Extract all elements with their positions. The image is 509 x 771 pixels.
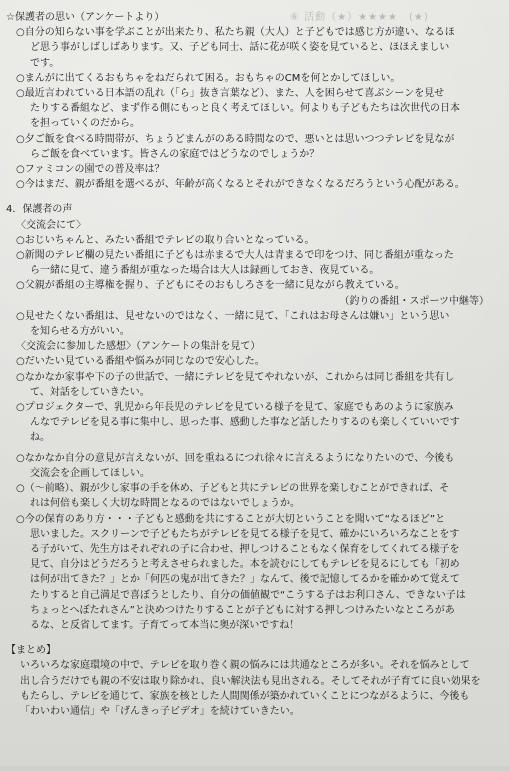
parent-opinions-list (6, 25, 503, 192)
impressions-list-2 (6, 451, 503, 633)
list-item-continuation: ら一緒に見て、違う番組が重なった場合は大人は録画しておき、夜見ている。 (30, 265, 380, 277)
list-item: ○ファミコンの園での普及率は？ (16, 164, 165, 176)
list-item: ○最近言われている日本語の乱れ（「ら」抜き言葉など）、また、人を困らせて喜ぶシーンを見せ (16, 88, 445, 100)
exchange-meeting-list-2 (6, 309, 503, 339)
page-edge (0, 766, 509, 771)
summary-line: いろいろな家庭環境の中で、テレビを取り巻く親の悩みには共通なところが多い。それを悩みとして (20, 660, 470, 672)
list-item: ○見せたくない番組は、見せないのではなく、一緒に見て、「これはお母さんは嫌い」という思い (16, 310, 450, 322)
impressions-list (6, 354, 503, 445)
list-item-continuation: ね。 (30, 432, 50, 444)
exchange-meeting-title: 〈交流会にて〉 (16, 219, 86, 231)
section-4-title: 4．保護者の声 (6, 204, 73, 216)
list-item: ○父親が番組の主導権を握り、子どもにそのおもしろさを一緒に見ながら教えている。 (16, 280, 405, 292)
impressions-title: 〈交流会に参加した感想〉（アンケートの集計を見て） (16, 341, 261, 353)
list-item-continuation: れは何倍も楽しく大切な時間となるのではないでしょうか。 (30, 498, 300, 510)
list-item: ○新聞のテレビ欄の見たい番組に子どもは赤まるで大人は青まるで印をつけ、同じ番組が重なった (16, 250, 454, 262)
bleed-through-header: ⑥ 活動（★）★★★★ (★) (290, 12, 429, 23)
list-item-continuation: を知らせる方がいい。 (30, 326, 130, 338)
list-item-continuation: る子がいて、先生方はそれぞれの子に合わせ、押しつけることもなく保育をしてくれてる様子を (30, 543, 460, 555)
summary-line: 「わいわい通信」や「げんきっ子ビデオ」を続けていきたい。 (20, 705, 300, 717)
list-item-continuation: ど思う事がしばしばあります。又、子ども同士、話に花が咲く姿を見ていると、ほほえましい (30, 42, 450, 54)
list-item: ○今の保育のあり方・・・子どもと感動を共にすることが大切ということを聞いて“なるほど”と (16, 513, 446, 525)
list-item-continuation: 思いました。スクリーンで子どもたちがテレビを見てる様子を見て、確かにいろいろなことをす (30, 528, 460, 540)
list-item-continuation: を担っていくのだから。 (30, 118, 140, 130)
list-item: ○（～前略）、親が少し家事の手を休め、子どもと共にテレビの世界を楽しむことができれば、そ (16, 483, 450, 495)
summary-line: 出し合うだけでも親の不安は取り除かれ、良い解決法も見出される。そしてそれが子育てに良い効果を (20, 675, 481, 687)
list-item: ○自分の知らない事を学ぶことが出来たり、私たち親（大人）と子どもでは感じ方が違い、なるほ (16, 27, 455, 39)
exchange-meeting-list (6, 233, 503, 294)
list-item-continuation: て、対話をしていきたい。 (30, 386, 150, 398)
list-item-continuation: んなでテレビを見る事に集中し、思った事、感動した事など話したりするのも楽しくていいです (30, 417, 460, 429)
list-item-continuation: は何が出てきた？」とか「何匹の鬼が出てきた？」なんて、後で記憶してるかを確かめて覚えて (30, 574, 460, 586)
list-item-continuation: らご飯を食べています。皆さんの家庭ではどうなのでしょうか？ (30, 148, 320, 160)
list-item-continuation: るな、と反省してます。子育てって本当に奥が深いですね！ (30, 619, 300, 631)
list-item-continuation: 交流会を企画してほしい。 (30, 467, 150, 479)
document-body (6, 10, 503, 719)
exchange-note: （釣りの番組・スポーツ中継等） (339, 295, 489, 307)
list-item: ○なかなか家事や下の子の世話で、一緒にテレビを見てやれないが、これからは同じ番組を共有し (16, 371, 455, 383)
list-item: ○だいたい見ている番組や悩みが同じなので安心した。 (16, 356, 265, 368)
list-item: ○プロジェクターで、乳児から年長児のテレビを見ている様子を見て、家庭でもあのように家族み (16, 402, 454, 414)
summary-paragraph (6, 658, 503, 719)
list-item-continuation: たりする番組など、まず作る側にもっと良く考えてほしい。何よりも子どもたちは次世代の日本 (30, 103, 460, 115)
summary-title: 【まとめ】 (6, 645, 56, 657)
list-item: ○夕ご飯を食べる時間帯が、ちょうどまんがのある時間なので、悪いとは思いつつテレビを見なが (16, 133, 455, 145)
list-item-continuation: たりすると自己満足で喜ぼうとしたり、自分の価値観で“こうする子はお利口さん、できない子は (30, 589, 466, 601)
section-parent-title: ☆保護者の思い（アンケートより） (6, 12, 165, 23)
list-item: ○今はまだ、親が番組を選べるが、年齢が高くなるとそれができなくなるだろうという心配がある。 (16, 179, 465, 191)
list-item-continuation: 見て、自分はどうだろうと考えさせられました。本を読むにしてもテレビを見るにしても「初め (30, 559, 460, 571)
list-item: ○おじいちゃんと、みたい番組でテレビの取り合いとなっている。 (16, 234, 315, 246)
summary-line: もたらし、テレビを通じて、家族を核とした人間関係が築かれていくことにつながるように、今後も (20, 690, 470, 702)
list-item: ○まんがに出てくるおもちゃをねだられて困る。おもちゃのCMを何とかしてほしい。 (16, 72, 401, 84)
list-item-continuation: ちょっとへぼたれさん”と決めつけたりすることが子どもに対する押しつけみたいなところがあ (30, 604, 455, 616)
list-item-continuation: です。 (30, 57, 60, 69)
list-item: ○なかなか自分の意見が言えないが、回を重ねるにつれ徐々に言えるようになりたいので、今後も (16, 452, 455, 464)
